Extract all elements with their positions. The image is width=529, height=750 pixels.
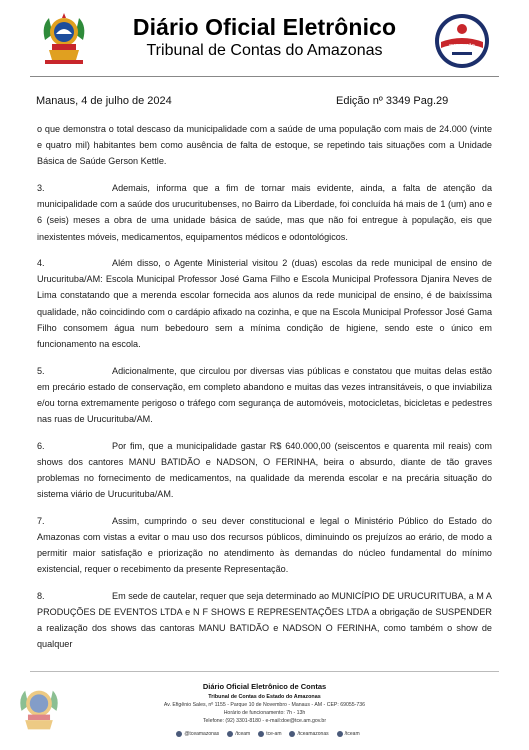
footer-organization: Tribunal de Contas do Estado do Amazonas [208,694,321,700]
certified-institution-seal-icon [433,12,491,70]
paragraph-text: Ademais, informa que a fim de tornar mais evidente, ainda, a falta de atenção da municipalidade com a saúde dos urucuritubenses, no Bairro da Liberdade, foi concluída há mais de 1 (um) ano e 6 (seis) meses a obra de uma unidade básica de saúde, mas que não foi entregue à população, eis que inexistentes móveis, medicamentos, equipamentos médicos e odontológicos. [37,182,492,242]
header-divider [30,76,499,77]
paragraph-text: Assim, cumprindo o seu dever constitucional e legal o Ministério Público do Estado do Amazonas com vistas a evitar o mau uso dos recursos públicos, diminuindo os prejuízos ao erário, de modo a permitir maior satisfação e priorização no atendimento às demandas do núcleo fundamental do mínimo existencial, requer o recebimento da presente Representação. [37,515,492,575]
twitter-icon [258,731,264,737]
paragraph-continuation: o que demonstra o total descaso da municipalidade com a saúde de uma população com mais de 24.000 (vinte e quatro mil) habitantes bem como ausência de falta de estoque, se repetindo tais situações com a Unidade Básica de Saúde Gerson Kettle. [37,124,492,167]
paragraph-5 [37,363,492,428]
paragraph-text: Por fim, que a municipalidade gastar R$ 640.000,00 (seiscentos e quarenta mil reais) com shows dos cantores MANU BATIDÃO e NADSON, O FERINHA, beira o absurdo, diante de tão graves problemas no fornecimento de medicamentos, na qualidade da merenda escolar e na precária situação do sistema viário de Urucurituba/AM. [37,440,492,500]
instagram-icon [176,731,182,737]
paragraph-number: 5. [37,365,45,376]
footer-hours: Horário de funcionamento: 7h - 13h [223,710,306,716]
edition-number: Edição nº 3349 Pag.29 [336,95,449,107]
footer-title: Diário Oficial Eletrônico de Contas [202,682,327,691]
footer-address: Av. Efigênio Sales, nº 1155 - Parque 10 de Novembro - Manaus - AM - CEP: 69055-736 [163,702,366,708]
facebook-icon [227,731,233,737]
social-flickr[interactable]: /tceam [337,731,360,737]
social-facebook[interactable]: /tceam [227,731,250,737]
paragraph-7 [37,513,492,578]
social-youtube[interactable]: /tceamazonas [289,731,328,737]
publication-date: Manaus, 4 de julho de 2024 [36,95,172,107]
paragraph-6 [37,438,492,503]
document-body [37,121,492,663]
paragraph-number: 3. [37,182,45,193]
social-links [128,729,408,739]
flickr-icon [337,731,343,737]
paragraph-number: 6. [37,440,45,451]
footer-contact: Telefone: (92) 3301-8180 - e-mail:doe@tce.am.gov.br [202,718,327,724]
paragraph-8 [37,588,492,653]
paragraph-text: Além disso, o Agente Ministerial visitou 2 (duas) escolas da rede municipal de ensino de Urucurituba/AM: Escola Municipal Professor José Gama Filho e Escola Municipal Professora Djanira Neves de Lima constatando que a merenda escolar fornecida aos alunos da rede municipal de ensino, é de baixíssima qualidade, não coincidindo com o cardápio afixado na cozinha, e que na Escola Municipal Professor José Gama Filho consomem água num bebedouro sem a mínima condição de higiene, sendo este o único em funcionamento na escola. [37,258,492,350]
paragraph-text: Adicionalmente, que circulou por diversas vias públicas e constatou que muitas delas estão em precário estado de conservação, em completo abandono e muitas das vezes intransitáveis, o que inviabiliza e/ou torna extremamente perigoso o tráfego com segurança de automóveis, motocicletas, bicicletas e pedestres nas ruas de Urucurituba/AM. [37,365,492,425]
paragraph-number: 4. [37,258,45,269]
paragraph-4 [37,255,492,352]
paragraph-3 [37,180,492,245]
paragraph-number: 8. [37,590,45,601]
paragraph-text: Em sede de cautelar, requer que seja determinado ao MUNICÍPIO DE URUCURITUBA, a M A PRODUÇÕES DE EVENTOS LTDA e N F SHOWS E REPRESENTAÇÕES LTDA a obrigação de SUSPENDER a realização dos shows das cantoras MANU BATIDÃO e NADSON O FERINHA, como também o show de qualquer [37,590,492,650]
paragraph-number: 7. [37,515,45,526]
social-twitter[interactable]: tce-am [258,731,281,737]
page-subtitle: Tribunal de Contas do Amazonas [146,42,383,59]
footer-divider [30,671,499,672]
social-instagram[interactable]: @tceamazonas [176,731,219,737]
svg-text:INSTITUIÇÃO: INSTITUIÇÃO [449,42,475,48]
page-title: Diário Oficial Eletrônico [132,14,397,40]
youtube-icon [289,731,295,737]
